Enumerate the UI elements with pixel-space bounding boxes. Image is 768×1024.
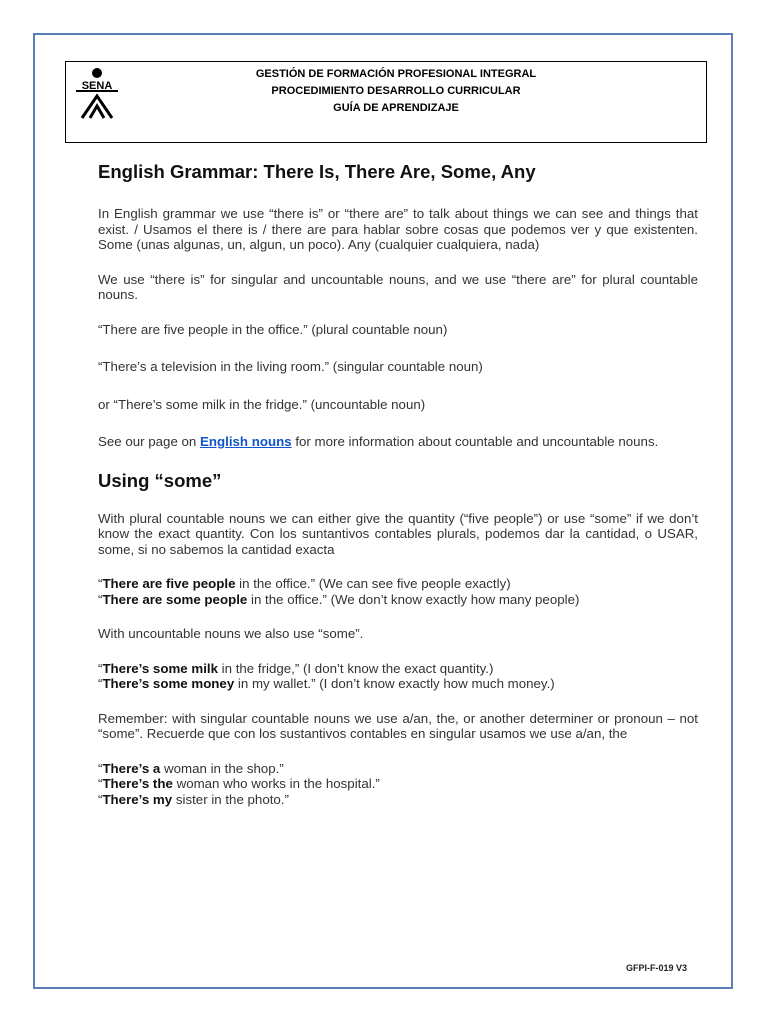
example-line: “There are five people in the office.” (We can see five people exactly)	[98, 576, 511, 591]
example-line: “There’s a woman in the shop.”	[98, 760, 284, 776]
see-also-suffix: for more information about countable and uncountable nouns.	[291, 434, 659, 449]
document-header	[65, 61, 707, 143]
example-singular: “There’s a television in the living room.” (singular countable noun)	[98, 359, 483, 374]
determiner-examples	[98, 761, 698, 808]
header-line-1: GESTIÓN DE FORMACIÓN PROFESIONAL INTEGRAL	[255, 68, 537, 80]
some-paragraph: With plural countable nouns we can either give the quantity (“five people”) or use “some” if we don’t know the exact quantity. Con los suntantivos contables plurals, podemos dar la cantidad, o USAR, some, si no sabemos la cantidad exacta	[98, 510, 698, 557]
uncountable-paragraph: With uncountable nouns we also use “some”.	[98, 626, 364, 641]
header-line-3: GUÍA DE APRENDIZAJE	[333, 102, 459, 114]
example-line: “There’s my sister in the photo.”	[98, 791, 289, 807]
example-plural: “There are five people in the office.” (plural countable noun)	[98, 321, 448, 337]
usage-paragraph: We use “there is” for singular and uncountable nouns, and we use “there are” for plural countable nouns.	[98, 271, 698, 302]
see-also-paragraph	[98, 434, 698, 450]
english-nouns-link[interactable]: English nouns	[200, 434, 292, 449]
uncountable-examples	[98, 661, 698, 692]
some-examples	[98, 576, 698, 607]
page-title: English Grammar: There Is, There Are, Some, Any	[98, 161, 536, 182]
example-line: “There’s some money in my wallet.” (I don’t know exactly how much money.)	[98, 676, 555, 691]
section-heading-some: Using “some”	[98, 469, 222, 491]
see-also-prefix: See our page on	[98, 434, 201, 449]
example-line: “There’s the woman who works in the hospital.”	[98, 776, 380, 791]
logo-text: SENA	[81, 80, 113, 92]
form-code: GFPI-F-019 V3	[626, 963, 688, 973]
example-line: “There are some people in the office.” (We don’t know exactly how many people)	[98, 591, 580, 607]
intro-paragraph: In English grammar we use “there is” or “there are” to talk about things we can see and things that exist. / Usamos el there is / there are para hablar sobre cosas que podemos ver y que existenten. Some (unas algunas, un, algun, un poco). Any (cualquier cualquiera, nada)	[98, 206, 698, 252]
remember-paragraph: Remember: with singular countable nouns we use a/an, the, or another determiner or pronoun – not “some”. Recuerde que con los sustantivos contables en singular usamos we use a/an, the	[98, 710, 698, 741]
example-line: “There’s some milk in the fridge,” (I don’t know the exact quantity.)	[98, 660, 494, 676]
header-line-2: PROCEDIMIENTO DESARROLLO CURRICULAR	[271, 85, 521, 97]
example-uncountable: or “There’s some milk in the fridge.” (uncountable noun)	[98, 396, 426, 412]
document-body	[98, 160, 698, 826]
